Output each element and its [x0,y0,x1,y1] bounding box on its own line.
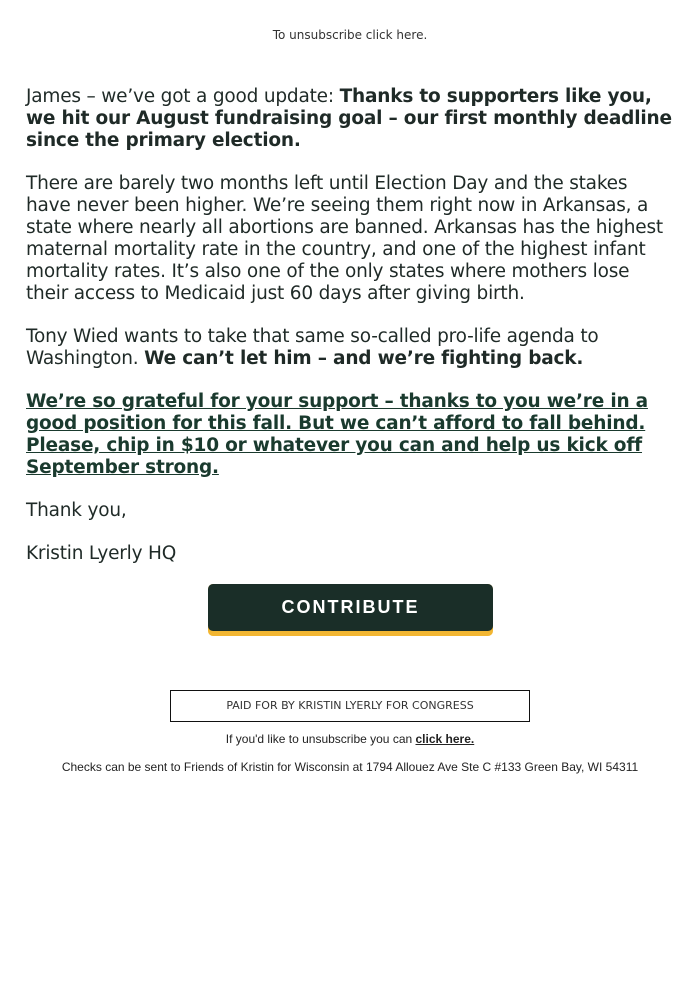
paragraph-update [26,86,676,152]
update-intro: James – we’ve got a good update: [26,86,340,107]
signature: Kristin Lyerly HQ [26,543,177,564]
checks-address: Checks can be sent to Friends of Kristin for Wisconsin at 1794 Allouez Ave Ste C #133 Green Bay, WI 54311 [61,760,639,774]
paragraph-donate [26,391,676,479]
header-unsubscribe [0,28,700,42]
closing: Thank you, [26,500,127,521]
wied-intro: Tony Wied wants to take that same so-called pro-life agenda to Washington. [26,326,599,369]
footer-unsubscribe [0,732,700,746]
header-unsubscribe-link[interactable]: To unsubscribe click here. [272,28,428,42]
contribute-button[interactable]: CONTRIBUTE [208,584,493,631]
paid-for-disclaimer: PAID FOR BY KRISTIN LYERLY FOR CONGRESS [170,690,530,722]
contribute-button-wrapper [208,584,493,636]
paragraph-wied [26,326,676,370]
wied-bold: We can’t let him – and we’re fighting back. [144,348,584,369]
email-body [26,86,676,586]
footer-unsubscribe-link[interactable]: click here. [415,732,475,746]
footer-unsub-prefix: If you'd like to unsubscribe you can [225,732,416,746]
paragraph-arkansas: There are barely two months left until Election Day and the stakes have never been higher. We’re seeing them right now in Arkansas, a state where nearly all abortions are banned. Arkansas has the highest maternal mortality rate in the country, and one of the highest infant mortality rates. It’s also one of the only states where mothers lose their access to Medicaid just 60 days after giving birth. [26,173,663,304]
donate-link[interactable]: We’re so grateful for your support – thanks to you we’re in a good position for this fall. But we can’t afford to fall behind. Please, chip in $10 or whatever you can and help us kick off September strong. [26,391,648,478]
update-bold: Thanks to supporters like you, we hit our August fundraising goal – our first monthly deadline since the primary election. [26,86,672,151]
